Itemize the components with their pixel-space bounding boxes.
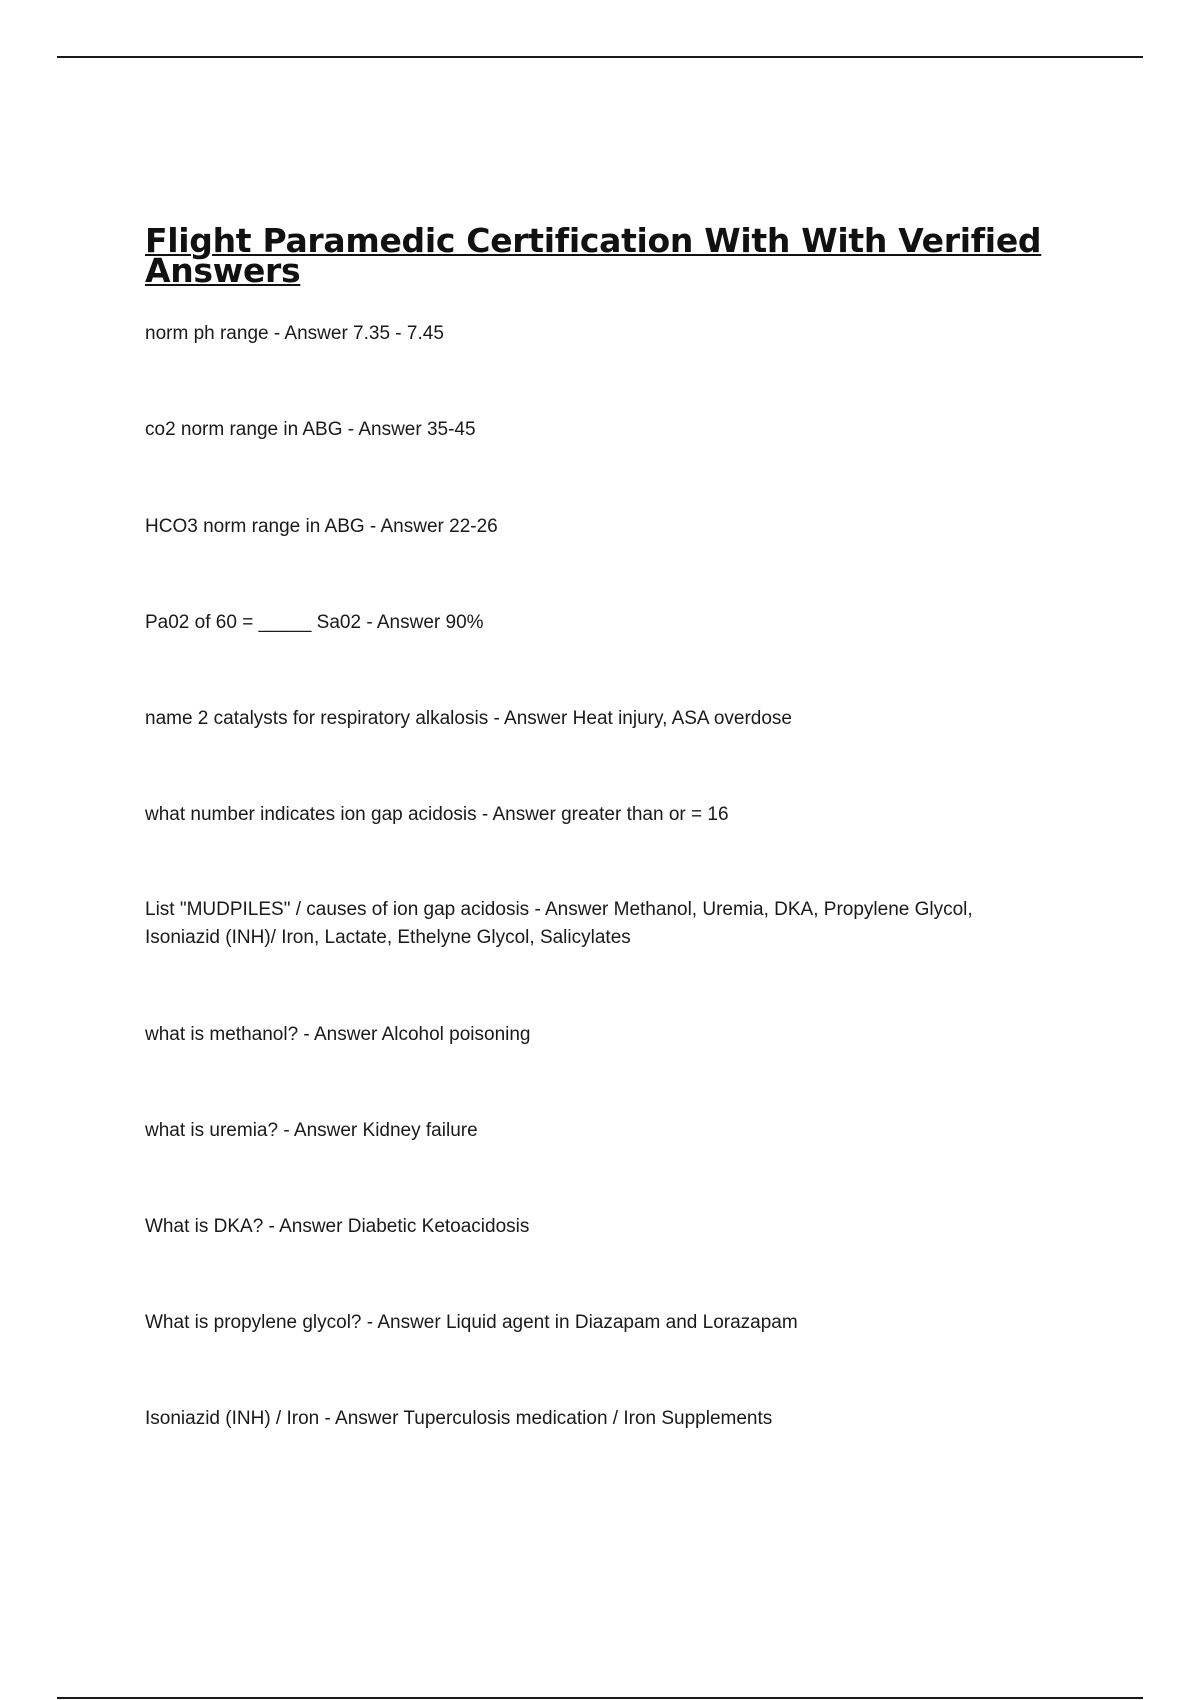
qa-item: co2 norm range in ABG - Answer 35-45 [145, 419, 476, 440]
document-title: Flight Paramedic Certification With With Verified Answers [145, 221, 1042, 290]
qa-item: name 2 catalysts for respiratory alkalosis - Answer Heat injury, ASA overdose [145, 708, 792, 729]
top-rule [57, 56, 1143, 58]
qa-item: What is propylene glycol? - Answer Liquid agent in Diazapam and Lorazapam [145, 1312, 798, 1333]
qa-item: What is DKA? - Answer Diabetic Ketoacidosis [145, 1216, 530, 1237]
qa-item: Isoniazid (INH) / Iron - Answer Tuperculosis medication / Iron Supplements [145, 1408, 773, 1429]
qa-item: what is uremia? - Answer Kidney failure [145, 1120, 478, 1141]
qa-item: Pa02 of 60 = _____ Sa02 - Answer 90% [145, 612, 484, 633]
qa-item: norm ph range - Answer 7.35 - 7.45 [145, 323, 444, 344]
document-body [145, 221, 1045, 1429]
qa-item: HCO3 norm range in ABG - Answer 22-26 [145, 516, 498, 537]
qa-item: what number indicates ion gap acidosis - Answer greater than or = 16 [145, 804, 729, 825]
bottom-rule [57, 1697, 1143, 1699]
qa-item: List "MUDPILES" / causes of ion gap acidosis - Answer Methanol, Uremia, DKA, Propylene Glycol, Isoniazid (INH)/ Iron, Lactate, Ethelyne Glycol, Salicylates [145, 899, 973, 948]
qa-item: what is methanol? - Answer Alcohol poisoning [145, 1024, 531, 1045]
